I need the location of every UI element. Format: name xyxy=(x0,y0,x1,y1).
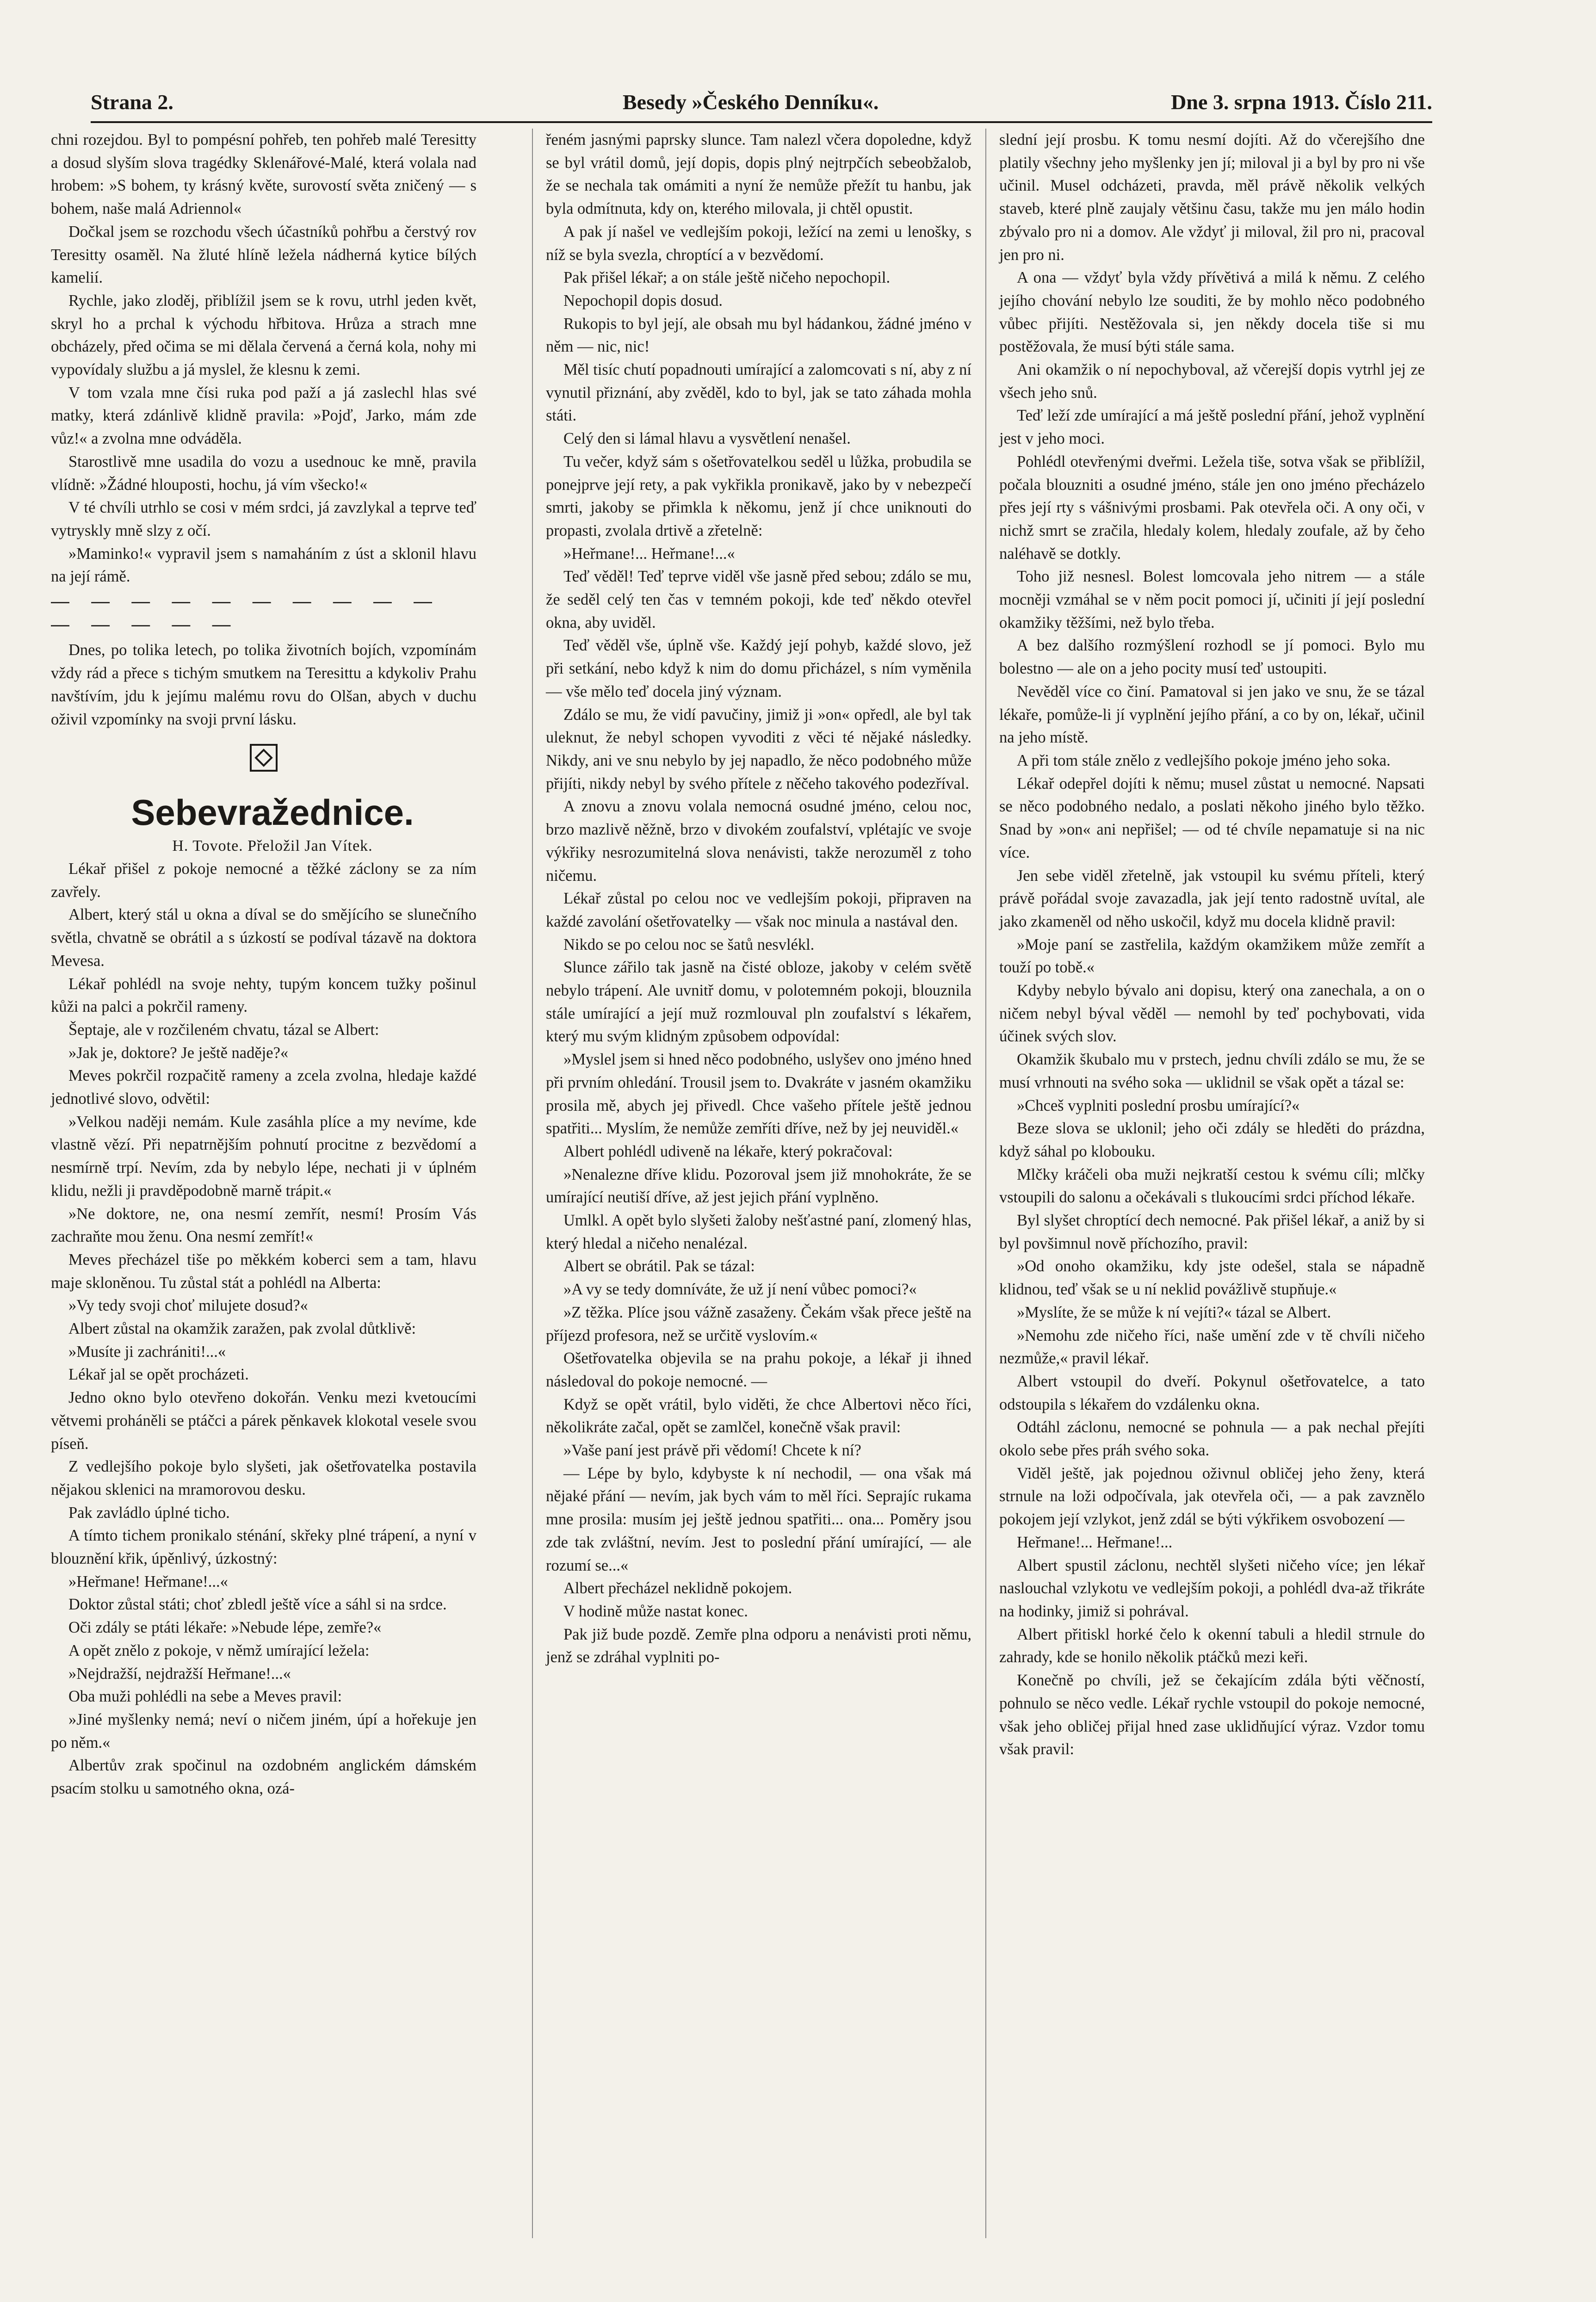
paragraph: A tímto tichem pronikalo sténání, skřeky plné trápení, a nyní v blouznění křik, úpěnlivý, úzkostný: xyxy=(51,1527,476,1568)
paragraph: Pohlédl otevřenými dveřmi. Ležela tiše, sotva však se přiblížil, počala blouzniti a osudné jméno, stále jen ono jméno přecházelo přes její rty s vášnivými prosbami. Pak otevřela oči. A ony oči, v nichž smrt se zračila, hledaly kolem, hledaly zoufale, až by čeho naléhavě se dotkly. xyxy=(999,452,1425,563)
paragraph: »A vy se tedy domníváte, že už jí není vůbec pomoci?« xyxy=(563,1281,917,1299)
paragraph: Meves pokrčil rozpačitě rameny a zcela zvolna, hledaje každé jednotlivé slovo, odvětil: xyxy=(51,1067,476,1108)
paragraph: »Myslíte, že se může k ní vejíti?« tázal se Albert. xyxy=(1017,1303,1331,1321)
paragraph: Rychle, jako zloděj, přiblížil jsem se k rovu, utrhl jeden květ, skryl ho a prchal k východu hřbitova. Hrůza a strach mne obcházely, před očima se mi dělala červená a černá kola, nohy mi vypovídaly službu a já myslel, že klesnu k zemi. xyxy=(51,291,476,379)
paragraph: »Velkou naději nemám. Kule zasáhla plíce a my nevíme, kde vlastně vězí. Při nepatrnějším pohnutí procitne z bezvědomí a nesmírně trpí. Nevím, zda by nebylo lépe, nechati ji v úplném klidu, nežli ji pravděpodobně marně trápit.« xyxy=(51,1113,476,1200)
story-byline: H. Tovote. Přeložil Jan Vítek. xyxy=(172,837,373,855)
paragraph: Rukopis to byl její, ale obsah mu byl hádankou, žádné jméno v něm — nic, nic! xyxy=(546,315,971,356)
paragraph: »Nenalezne dříve klidu. Pozoroval jsem již mnohokráte, že se umírající neutiší dříve, až jest jejich přání vyplněno. xyxy=(546,1165,971,1207)
paragraph: Měl tisíc chutí popadnouti umírající a zalomcovati s ní, aby z ní vynutil přiznání, aby zvěděl, kdo to byl, jak se tato záhada mohla státi. xyxy=(546,361,971,425)
column-2 xyxy=(546,129,971,1669)
paragraph: Pak již bude pozdě. Zemře plna odporu a nenávisti proti němu, jenž se zdráhal vyplniti po- xyxy=(546,1625,971,1666)
paragraph: Celý den si lámal hlavu a vysvětlení nenašel. xyxy=(563,430,851,448)
paragraph: Pak přišel lékař; a on stále ještě ničeho nepochopil. xyxy=(563,269,891,287)
paragraph: Ani okamžik o ní nepochyboval, až včerejší dopis vytrhl jej ze všech jeho snů. xyxy=(999,361,1425,402)
column-1 xyxy=(51,129,476,1801)
paragraph: »Chceš vyplniti poslední prosbu umírající?« xyxy=(1017,1096,1300,1114)
paragraph: Lékař zůstal po celou noc ve vedlejším pokoji, připraven na každé zavolání ošetřovatelky — však noc minula a nastával den. xyxy=(546,890,971,930)
paragraph: Oba muži pohlédli na sebe a Meves pravil: xyxy=(68,1688,342,1706)
paragraph: Pak zavládlo úplné ticho. xyxy=(68,1504,230,1522)
paragraph: Albert přecházel neklidně pokojem. xyxy=(563,1579,792,1597)
paragraph: slední její prosbu. K tomu nesmí dojíti. Až do včerejšího dne platily všechny jeho myšlenky jen jí; miloval ji a byl by pro ni vše učinil. Musel odcházeti, pravda, měl právě několik velkých staveb, které plně zaujaly většinu času, takže mu jen málo hodin zbývalo pro ni a domov. Ale vždyť ji miloval, žil pro ni, pracoval jen pro ni. xyxy=(999,131,1425,264)
ornament-icon xyxy=(250,744,278,772)
paragraph: »Jak je, doktore? Je ještě naděje?« xyxy=(68,1044,289,1062)
paragraph: Oči zdály se ptáti lékaře: »Nebude lépe, zemře?« xyxy=(68,1619,382,1637)
paragraph: Albertův zrak spočinul na ozdobném anglickém dámském psacím stolku u samotného okna, ozá- xyxy=(51,1757,476,1798)
paragraph: Mlčky kráčeli oba muži nejkratší cestou k svému cíli; mlčky vstoupili do salonu a očekávali s tlukoucími srdci příchod lékaře. xyxy=(999,1165,1425,1207)
paragraph: Tu večer, když sám s ošetřovatelkou seděl u lůžka, probudila se ponejprve její rety, a pak vykřikla pronikavě, jako by v nebezpečí smrti, jakoby se přimkla k někomu, jenž jí chce uniknouti do propasti, zvolala drtivě a zřetelně: xyxy=(546,452,971,539)
paragraph: »Myslel jsem si hned něco podobného, uslyšev ono jméno hned při prvním ohledání. Trousil jsem to. Dvakráte v jasném okamžiku prosila mě, abych jej přivedl. Chce vašeho přítele ještě jednou spatřiti... Myslím, že nemůže zemříti dříve, než by jej neuviděl.« xyxy=(546,1051,971,1138)
column-3 xyxy=(999,129,1425,1761)
paragraph: Ošetřovatelka objevila se na prahu pokoje, a lékař ji ihned následoval do pokoje nemocné. — xyxy=(546,1349,971,1390)
paragraph: Slunce zářilo tak jasně na čisté obloze, jakoby v celém světě nebylo trápení. Ale uvnitř domu, v polotemném pokoji, blouznila stále umírající a její muž rozmlouval pln zoufalství s lékařem, který mu svým klidným způsobem odpovídal: xyxy=(546,959,971,1046)
paragraph: Nevěděl více co činí. Pamatoval si jen jako ve snu, že se tázal lékaře, pomůže-li jí vyplnění jejího přání, a co by on, lékař, učinil na jeho místě. xyxy=(999,682,1425,747)
paragraph: Teď leží zde umírající a má ještě poslední přání, jehož vyplnění jest v jeho moci. xyxy=(999,407,1425,448)
paragraph: Byl slyšet chroptící dech nemocné. Pak přišel lékař, a aniž by si byl povšimnul nově příchozího, pravil: xyxy=(999,1212,1425,1252)
paragraph: Nikdo se po celou noc se šatů nesvlékl. xyxy=(563,935,815,953)
header-rule xyxy=(91,121,1432,123)
story-title: Sebevražednice. xyxy=(131,792,414,833)
paragraph: Albert vstoupil do dveří. Pokynul ošetřovatelce, a tato odstoupila s lékařem do vzdálenku okna. xyxy=(999,1372,1425,1413)
paragraph: V té chvíli utrhlo se cosi v mém srdci, já zavzlykal a teprve teď vytryskly mně slzy z očí. xyxy=(51,499,476,539)
paragraph: »Z těžka. Plíce jsou vážně zasaženy. Čekám však přece ještě na příjezd profesora, než se určitě vyslovím.« xyxy=(546,1303,971,1344)
paragraph: Starostlivě mne usadila do vozu a usednouc ke mně, pravila vlídně: »Žádné hlouposti, hochu, já vím všecko!« xyxy=(51,452,476,494)
paragraph: Albert se obrátil. Pak se tázal: xyxy=(563,1257,755,1275)
paragraph: Albert, který stál u okna a díval se do smějícího se slunečního světla, chvatně se obrátil a s úzkostí se podíval tázavě na doktora Mevesa. xyxy=(51,906,476,970)
paragraph: Albert zůstal na okamžik zaražen, pak zvolal důtklivě: xyxy=(68,1320,416,1338)
paragraph: A bez dalšího rozmýšlení rozhodl se jí pomoci. Bylo mu bolestno — ale on a jeho pocity musí teď ustoupiti. xyxy=(999,637,1425,678)
paragraph: Doktor zůstal státi; choť zbledl ještě více a sáhl si na srdce. xyxy=(68,1596,447,1614)
paragraph: řeném jasnými paprsky slunce. Tam nalezl včera dopoledne, když se byl vrátil domů, její dopis, dopis plný nejtrpčích sebeobžalob, že se nechala tak omámiti a nyní že nemůže přežít tu hanbu, jak byla odmítnuta, kdy on, kterého milovala, ji chtěl opustit. xyxy=(546,131,971,218)
paragraph: Z vedlejšího pokoje bylo slyšeti, jak ošetřovatelka postavila nějakou sklenici na mramorovou desku. xyxy=(51,1458,476,1498)
paragraph: Dnes, po tolika letech, po tolika životních bojích, vzpomínám vždy rád a přece s tichým smutkem na Teresittu a kdykoliv Prahu navštívím, jdu k jejímu malému rovu do Olšan, abych v duchu oživil vzpomínky na svoji první lásku. xyxy=(51,641,476,728)
paragraph: Konečně po chvíli, jež se čekajícím zdála býti věčností, pohnulo se něco vedle. Lékař rychle vstoupil do pokoje nemocné, však jeho obličej přijal hned zase uklidňující výraz. Vzdor tomu však pravil: xyxy=(999,1671,1425,1758)
paragraph: »Vy tedy svoji choť milujete dosud?« xyxy=(68,1297,308,1315)
paragraph: Albert přitiskl horké čelo k okenní tabuli a hledil strnule do zahrady, kde se honilo několik ptáčků mezi keři. xyxy=(999,1625,1425,1666)
paragraph: »Od onoho okamžiku, kdy jste odešel, stala se nápadně klidnou, teď však se u ní neklid povážlivě stupňuje.« xyxy=(999,1257,1425,1299)
page-number: Strana 2. xyxy=(91,90,173,114)
paragraph: Viděl ještě, jak pojednou oživnul obličej jeho ženy, která strnule na loži odpočívala, jak otevřela oči, — a pak zavznělo pokojem její vzlykot, jenž zdál se býti výkřikem osvobození — xyxy=(999,1464,1425,1528)
paragraph: »Moje paní se zastřelila, každým okamžikem může zemřít a touží po tobě.« xyxy=(999,935,1425,977)
paragraph: A při tom stále znělo z vedlejšího pokoje jméno jeho soka. xyxy=(1017,751,1391,769)
paragraph: Okamžik škubalo mu v prstech, jednu chvíli zdálo se mu, že se musí vrhnouti na svého soka — uklidnil se však opět a tázal se: xyxy=(999,1051,1425,1091)
section-divider: — — — — — — — — — — — — — — — xyxy=(51,591,441,635)
paragraph: Lékař odepřel dojíti k němu; musel zůstat u nemocné. Napsati se něco podobného nedalo, a poslati někoho jiného bylo těžko. Snad by »on« ani nepřišel; — od té chvíle nepamatuje si na nic více. xyxy=(999,774,1425,861)
paragraph: »Vaše paní jest právě při vědomí! Chcete k ní? xyxy=(563,1442,861,1460)
paragraph: A ona — vždyť byla vždy přívětivá a milá k němu. Z celého jejího chování nebylo lze souditi, že by mohlo něco podobného vůbec přijíti. Nestěžovala si, jen někdy docela tiše si mu postěžovala, že musí býti stále sama. xyxy=(999,269,1425,356)
paragraph: V hodině může nastat konec. xyxy=(563,1603,748,1620)
paragraph: Beze slova se uklonil; jeho oči zdály se hleděti do prázdna, když sáhal po klobouku. xyxy=(999,1120,1425,1160)
paragraph: Albert spustil záclonu, nechtěl slyšeti ničeho více; jen lékař naslouchal vzlykotu ve vedlejším pokoji, a pohlédl dva-až třikráte na hodinky, jimiž si pohrával. xyxy=(999,1556,1425,1620)
paragraph: — Lépe by bylo, kdybyste k ní nechodil, — ona však má nějaké přání — nevím, jak bych vám to měl říci. Seprajíc rukama mne prosila: musím jej ještě jednou spatřiti... ona... Poměry jsou zde tak zvláštní, nevím. Jest to poslední přání umírající, — ale rozumí se...« xyxy=(546,1464,971,1574)
publication-title: Besedy »Českého Denníku«. xyxy=(623,90,879,114)
paragraph: Jen sebe viděl zřetelně, jak vstoupil ku svému příteli, který právě pořádal svoje zavazadla, jak její tento radostně uvítal, ale jako zkameněl od něho uskočil, když mu docela klidně pravil: xyxy=(999,866,1425,930)
paragraph: Lékař jal se opět procházeti. xyxy=(68,1366,249,1384)
paragraph: »Heřmane!... Heřmane!...« xyxy=(563,545,735,563)
column-divider xyxy=(532,129,533,2238)
paragraph: Heřmane!... Heřmane!... xyxy=(1017,1533,1173,1551)
paragraph: chni rozejdou. Byl to pompésní pohřeb, ten pohřeb malé Teresitty a dosud slyším slova tragédky Sklenářové-Malé, která volala nad hrobem: »S bohem, ty krásný květe, surovostí světa zničený — s bohem, naše malá Adriennol« xyxy=(51,131,476,218)
paragraph: A znovu a znovu volala nemocná osudné jméno, celou noc, brzo mazlivě něžně, brzo v divokém zoufalství, vplétajíc ve svoje výkřiky nesrozumitelná slova nenávisti, takže nerozuměl z toho ničemu. xyxy=(546,798,971,885)
paragraph: »Nemohu zde ničeho říci, naše umění zde v tě chvíli ničeho nezmůže,« pravil lékař. xyxy=(999,1326,1425,1368)
paragraph: A opět znělo z pokoje, v němž umírající ležela: xyxy=(68,1641,370,1659)
paragraph: Teď věděl vše, úplně vše. Každý její pohyb, každé slovo, jež při setkání, nebo když k nim do domu přicházel, s ním vyměnila — vše mělo teď docela jiný význam. xyxy=(546,637,971,700)
paragraph: Albert pohlédl udiveně na lékaře, který pokračoval: xyxy=(563,1142,893,1160)
paragraph: V tom vzala mne čísi ruka pod paží a já zaslechl hlas své matky, která zdánlivě klidně pravila: »Pojď, Jarko, mám zde vůz!« a zvolna mne odváděla. xyxy=(51,384,476,448)
paragraph: Nepochopil dopis dosud. xyxy=(563,291,723,309)
paragraph: Umlkl. A opět bylo slyšeti žaloby nešťastné paní, zlomený hlas, který hledal a ničeho nenalézal. xyxy=(546,1212,971,1252)
paragraph: Toho již nesnesl. Bolest lomcovala jeho nitrem — a stále mocněji vzmáhal se v něm pocit pomoci jí, učiniti jí její poslední okamžiky těžšími, než bylo třeba. xyxy=(999,568,1425,631)
paragraph: Odtáhl záclonu, nemocné se pohnula — a pak nechal přejíti okolo sebe přes práh svého soka. xyxy=(999,1418,1425,1460)
paragraph: »Jiné myšlenky nemá; neví o ničem jiném, úpí a hořekuje jen po něm.« xyxy=(51,1711,476,1751)
paragraph: Šeptaje, ale v rozčileném chvatu, tázal se Albert: xyxy=(68,1021,379,1039)
paragraph: A pak jí našel ve vedlejším pokoji, ležící na zemi u lenošky, s níž se byla svezla, chroptící a v bezvědomí. xyxy=(546,223,971,264)
paragraph: Meves přecházel tiše po měkkém koberci sem a tam, hlavu maje skloněnou. Tu zůstal stát a pohlédl na Alberta: xyxy=(51,1250,476,1292)
page-header xyxy=(91,87,1432,119)
paragraph: Dočkal jsem se rozchodu všech účastníků pohřbu a čerstvý rov Teresitty osaměl. Na žluté hlíně ležela nádherná kytice bílých kamelií. xyxy=(51,223,476,287)
paragraph: »Musíte ji zachrániti!...« xyxy=(68,1343,226,1361)
paragraph: Jedno okno bylo otevřeno dokořán. Venku mezi kvetoucími větvemi proháněli se ptáčci a párek pěnkavek klokotal vesele svou píseň. xyxy=(51,1389,476,1453)
paragraph: »Maminko!« vypravil jsem s namaháním z úst a sklonil hlavu na její rámě. xyxy=(51,545,476,586)
paragraph: Kdyby nebylo bývalo ani dopisu, který ona zanechala, a on o ničem nebyl býval věděl — nemohl by teď pochybovati, vida účinek svých slov. xyxy=(999,982,1425,1046)
issue-date: Dne 3. srpna 1913. Číslo 211. xyxy=(1171,90,1432,114)
paragraph: Teď věděl! Teď teprve viděl vše jasně před sebou; zdálo se mu, že seděl celý ten čas v temném pokoji, kde teď někdo otevřel okna, aby uviděl. xyxy=(546,568,971,631)
paragraph: Zdálo se mu, že vidí pavučiny, jimiž ji »on« opředl, ale byl tak uleknut, že nebyl schopen vyvoditi z věci té nějaké následky. Nikdy, ani ve snu nebylo by jej napadlo, že něco podobného může přijíti, nikdy nebyl by svého přítele z něčeho takového podezříval. xyxy=(546,705,971,792)
paragraph: »Heřmane! Heřmane!...« xyxy=(68,1572,228,1590)
paragraph: Lékař přišel z pokoje nemocné a těžké záclony se za ním zavřely. xyxy=(51,860,476,901)
paragraph: »Ne doktore, ne, ona nesmí zemřít, nesmí! Prosím Vás zachraňte mou ženu. Ona nesmí zemřít!« xyxy=(51,1205,476,1246)
paragraph: Když se opět vrátil, bylo viděti, že chce Albertovi něco říci, několikráte začal, opět se zamlčel, konečně však pravil: xyxy=(546,1395,971,1436)
paragraph: »Nejdražší, nejdražší Heřmane!...« xyxy=(68,1665,291,1683)
column-divider xyxy=(985,129,986,2238)
paragraph: Lékař pohlédl na svoje nehty, tupým koncem tužky pošinul kůži na palci a pokrčil rameny. xyxy=(51,975,476,1016)
